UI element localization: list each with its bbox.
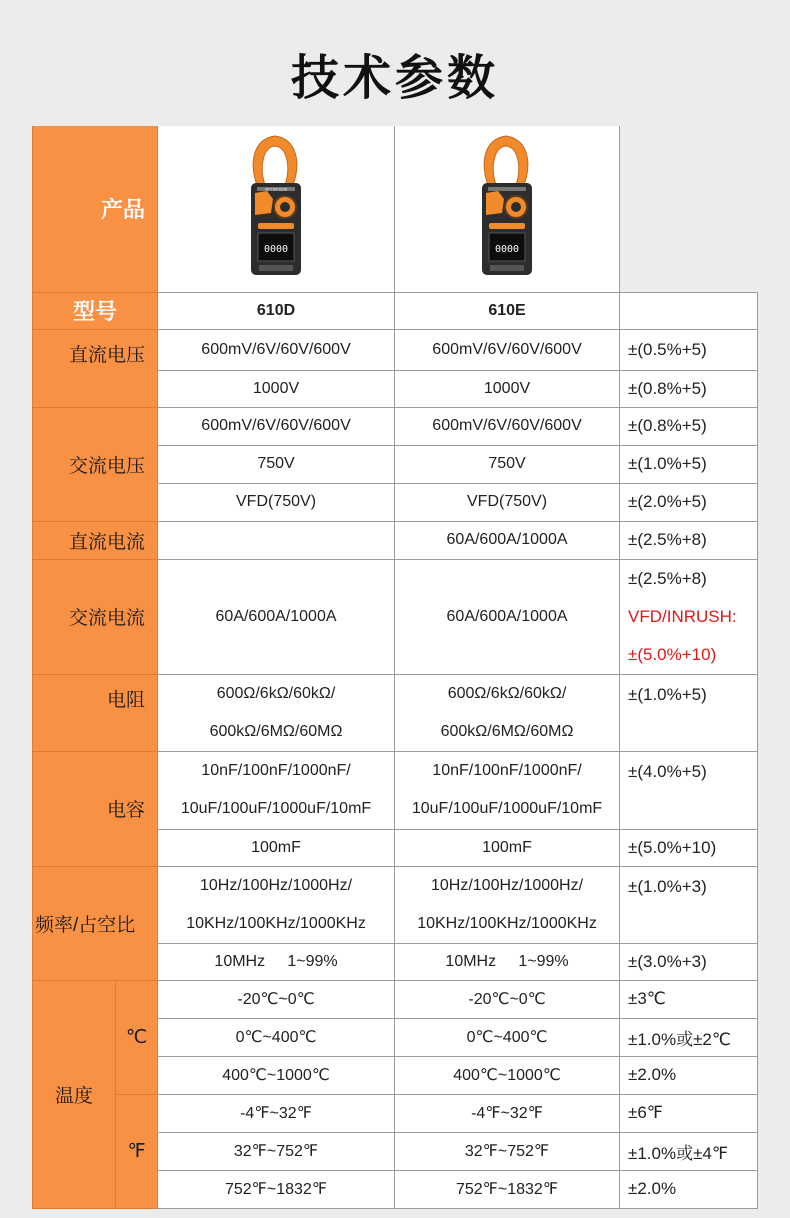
model-610e: 610E bbox=[395, 292, 620, 329]
model-610d: 610D bbox=[158, 292, 395, 329]
table-row bbox=[33, 751, 758, 829]
cell-610e: 1000V bbox=[395, 370, 620, 407]
cell-610e: 600mV/6V/60V/600V bbox=[395, 329, 620, 370]
table-row bbox=[33, 980, 758, 1018]
cell-accuracy: ±(0.8%+5) bbox=[620, 407, 758, 445]
product-image-610e bbox=[395, 126, 620, 292]
table-row bbox=[33, 329, 758, 370]
cell-line: 600Ω/6kΩ/60kΩ/ bbox=[447, 684, 567, 702]
table-row bbox=[33, 521, 758, 559]
cell-610d: -20℃~0℃ bbox=[158, 980, 395, 1018]
device-brand-label: VICTOR 610D bbox=[264, 187, 288, 192]
cell-accuracy: ±(1.0%+3) bbox=[620, 866, 758, 943]
cell-accuracy: ±3℃ bbox=[620, 980, 758, 1018]
cell-610d bbox=[158, 674, 395, 751]
cell-line: 10nF/100nF/1000nF/ bbox=[432, 762, 582, 779]
cell-610d: VFD(750V) bbox=[158, 483, 395, 521]
accuracy-line: ±(5.0%+10) bbox=[628, 644, 717, 664]
cell-610d bbox=[158, 866, 395, 943]
dca-label: 直流电流 bbox=[33, 521, 158, 559]
cell-line: 10uF/100uF/1000uF/10mF bbox=[180, 800, 372, 817]
cell-610e: 400℃~1000℃ bbox=[395, 1056, 620, 1094]
temp-label: 温度 bbox=[33, 980, 116, 1208]
cell-accuracy: ±2.0% bbox=[620, 1170, 758, 1208]
cell-line: 10KHz/100KHz/1000KHz bbox=[417, 914, 597, 932]
cell-line: 10Hz/100Hz/1000Hz/ bbox=[430, 876, 584, 894]
cell-line: 600kΩ/6MΩ/60MΩ bbox=[209, 722, 343, 740]
cell-610e: 0℃~400℃ bbox=[395, 1018, 620, 1056]
device-display: 0000 bbox=[494, 244, 520, 256]
cell-610d: 32℉~752℉ bbox=[158, 1132, 395, 1170]
cell-line: 600Ω/6kΩ/60kΩ/ bbox=[216, 684, 336, 702]
cell-accuracy: ±(4.0%+5) bbox=[620, 751, 758, 829]
cell-610d bbox=[158, 751, 395, 829]
cell-610d: 400℃~1000℃ bbox=[158, 1056, 395, 1094]
cell-line: 10KHz/100KHz/1000KHz bbox=[186, 914, 366, 932]
cell-accuracy: ±(2.5%+8) bbox=[620, 521, 758, 559]
res-label: 电阻 bbox=[33, 674, 158, 751]
cell-accuracy: ±(5.0%+10) bbox=[620, 829, 758, 866]
cell-610d: 600mV/6V/60V/600V bbox=[158, 329, 395, 370]
cell-accuracy bbox=[620, 559, 758, 674]
dcv-label: 直流电压 bbox=[33, 329, 158, 407]
cell-line: 10Hz/100Hz/1000Hz/ bbox=[199, 876, 353, 894]
cell-610d: 1000V bbox=[158, 370, 395, 407]
table-row bbox=[33, 866, 758, 943]
cell-accuracy: ±(1.0%+5) bbox=[620, 674, 758, 751]
table-row bbox=[33, 559, 758, 674]
cell-accuracy: ±1.0%或±4℉ bbox=[620, 1132, 758, 1170]
cell-610d bbox=[158, 521, 395, 559]
model-label: 型号 bbox=[33, 292, 158, 329]
table-row bbox=[33, 674, 758, 751]
cell-610e bbox=[395, 674, 620, 751]
cell-610e bbox=[395, 866, 620, 943]
page-title: 技术参数 bbox=[290, 50, 499, 106]
cell-610e: -4℉~32℉ bbox=[395, 1094, 620, 1132]
product-label: 产品 bbox=[33, 126, 158, 292]
cell-610d: 10MHz 1~99% bbox=[158, 943, 395, 980]
cell-610e: 100mF bbox=[395, 829, 620, 866]
cell-accuracy: ±1.0%或±2℃ bbox=[620, 1018, 758, 1056]
aca-label: 交流电流 bbox=[33, 559, 158, 674]
acv-label: 交流电压 bbox=[33, 407, 158, 521]
spec-table bbox=[32, 126, 758, 1209]
cell-line: 10nF/100nF/1000nF/ bbox=[201, 762, 351, 779]
device-display: 0000 bbox=[263, 244, 289, 256]
empty-corner bbox=[620, 126, 758, 292]
cell-accuracy: ±(0.5%+5) bbox=[620, 329, 758, 370]
cell-accuracy: ±(3.0%+3) bbox=[620, 943, 758, 980]
cell-610e: 60A/600A/1000A bbox=[395, 559, 620, 674]
celsius-label: ℃ bbox=[116, 980, 158, 1094]
table-row bbox=[33, 1094, 758, 1132]
cell-610e: 32℉~752℉ bbox=[395, 1132, 620, 1170]
cell-610d: 100mF bbox=[158, 829, 395, 866]
cell-610e: 752℉~1832℉ bbox=[395, 1170, 620, 1208]
table-row bbox=[33, 407, 758, 445]
cell-610d: -4℉~32℉ bbox=[158, 1094, 395, 1132]
cell-610e: VFD(750V) bbox=[395, 483, 620, 521]
clamp-meter-image bbox=[245, 133, 307, 279]
cell-accuracy: ±2.0% bbox=[620, 1056, 758, 1094]
cell-610d: 600mV/6V/60V/600V bbox=[158, 407, 395, 445]
cap-label: 电容 bbox=[33, 751, 158, 866]
product-row bbox=[33, 126, 758, 292]
freq-label: 频率/占空比 bbox=[33, 866, 158, 980]
cell-610d: 752℉~1832℉ bbox=[158, 1170, 395, 1208]
cell-accuracy: ±6℉ bbox=[620, 1094, 758, 1132]
model-accuracy-empty bbox=[620, 292, 758, 329]
cell-610e: 750V bbox=[395, 445, 620, 483]
cell-610e: 10MHz 1~99% bbox=[395, 943, 620, 980]
cell-610e: 60A/600A/1000A bbox=[395, 521, 620, 559]
model-row bbox=[33, 292, 758, 329]
clamp-meter-image bbox=[476, 133, 538, 279]
cell-610d: 0℃~400℃ bbox=[158, 1018, 395, 1056]
cell-accuracy: ±(1.0%+5) bbox=[620, 445, 758, 483]
cell-610e: 600mV/6V/60V/600V bbox=[395, 407, 620, 445]
cell-610e bbox=[395, 751, 620, 829]
accuracy-line: VFD/INRUSH: bbox=[628, 606, 737, 626]
fahrenheit-label: ℉ bbox=[116, 1094, 158, 1208]
product-image-610d bbox=[158, 126, 395, 292]
cell-610d: 750V bbox=[158, 445, 395, 483]
cell-610e: -20℃~0℃ bbox=[395, 980, 620, 1018]
cell-610d: 60A/600A/1000A bbox=[158, 559, 395, 674]
cell-line: 10uF/100uF/1000uF/10mF bbox=[411, 800, 603, 817]
accuracy-line: ±(2.5%+8) bbox=[628, 568, 707, 588]
cell-accuracy: ±(0.8%+5) bbox=[620, 370, 758, 407]
cell-accuracy: ±(2.0%+5) bbox=[620, 483, 758, 521]
cell-line: 600kΩ/6MΩ/60MΩ bbox=[440, 722, 574, 740]
